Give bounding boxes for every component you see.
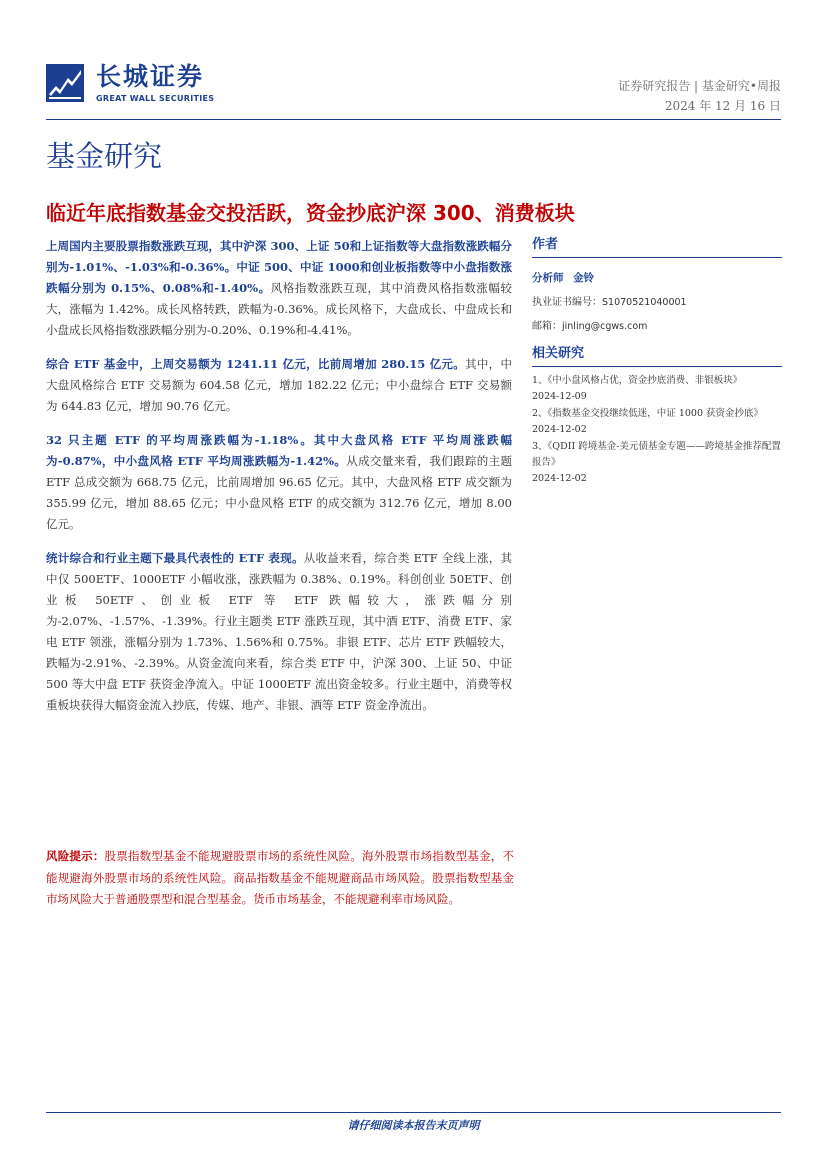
related-research-heading: 相关研究: [532, 345, 782, 367]
research-date: 2024-12-02: [532, 473, 587, 484]
email-link[interactable]: jinling@cgws.com: [562, 321, 648, 332]
risk-text: 股票指数型基金不能规避股票市场的系统性风险。海外股票市场指数型基金，不能规避海外股票市场的系统性风险。商品指数基金不能规避商品市场风险。股票指数型基金市场风险大于普通股票型和混合型基金。货币市场基金，不能规避利率市场风险。: [46, 849, 515, 906]
risk-label: 风险提示：: [46, 849, 105, 863]
license-number: S1070521040001: [602, 297, 687, 308]
research-item[interactable]: [532, 373, 782, 405]
summary-paragraph-4: [46, 548, 512, 716]
summary-body: [46, 236, 512, 729]
analyst-row: [532, 266, 782, 291]
summary-paragraph-3: [46, 430, 512, 535]
summary-paragraph-2: [46, 354, 512, 417]
report-type: 证券研究报告 | 基金研究•周报: [618, 79, 781, 93]
research-item[interactable]: [532, 406, 782, 438]
great-wall-logo-icon: [46, 64, 84, 102]
analyst-name: 金铃: [573, 272, 595, 284]
header-divider: [46, 119, 781, 120]
report-date: 2024 年 12 月 16 日: [664, 99, 781, 113]
author-heading: 作者: [532, 236, 782, 258]
footer-disclaimer: 请仔细阅读本报告末页声明: [347, 1119, 480, 1132]
logo-text-cn: 长城证券: [96, 62, 205, 91]
paragraph-lead: 上周国内主要股票指数涨跌互现，其中沪深 300、上证 50和上证指数等大盘指数涨跌幅分别为-1.01%、-1.03%和-0.36%。中证 500、中证 1000和创业板指数等中小盘指数涨跌幅分别为 0.15%、0.08%和-1.40%。: [46, 239, 512, 295]
research-title: 1、《中小盘风格占优，资金抄底消费、非银板块》: [532, 375, 743, 386]
sidebar: [532, 236, 782, 488]
license-label: 执业证书编号：: [532, 297, 602, 308]
logo-text-en: GREAT WALL SECURITIES: [96, 94, 215, 103]
report-headline: 临近年底指数基金交投活跃，资金抄底沪深 300、消费板块: [46, 201, 575, 225]
risk-warning: [46, 846, 514, 911]
research-date: 2024-12-09: [532, 391, 587, 402]
document-category: 基金研究: [46, 139, 163, 173]
paragraph-text: 其中，中大盘风格综合 ETF 交易额为 604.58 亿元，增加 182.22 亿元；中小盘综合 ETF 交易额为 644.83 亿元，增加 90.76 亿元。: [46, 357, 512, 413]
paragraph-text: 从收益来看，综合类 ETF 全线上涨，其中仅 500ETF、1000ETF 小幅收涨，涨跌幅为 0.38%、0.19%。科创创业 50ETF、创业板 50ETF、创业板 ETF 等 ETF 跌幅较大，涨跌幅分别为-2.07%、-1.57%、-1.39%。行业主题类 ETF 涨跌互现，其中酒 ETF、消费 ETF、家电 ETF 领涨，涨幅分别为 1.73%、1.56%和 0.75%。非银 ETF、芯片 ETF 跌幅较大，跌幅为-2.91%、-2.39%。从资金流向来看，综合类 ETF 中，沪深 300、上证 50、中证 500 等大中盘 ETF 获资金净流入。中证 1000ETF 流出资金较多。行业主题中，消费等权重板块获得大幅资金流入抄底，传媒、地产、非银、酒等 ETF 资金净流出。: [46, 551, 512, 712]
report-meta: [618, 76, 781, 116]
paragraph-lead: 综合 ETF 基金中，上周交易额为 1241.11 亿元，比前周增加 280.15 亿元。: [46, 357, 466, 371]
summary-paragraph-1: [46, 236, 512, 341]
email-label: 邮箱：: [532, 321, 562, 332]
paragraph-lead: 32 只主题 ETF 的平均周涨跌幅为-1.18%。其中大盘风格 ETF 平均周涨跌幅为-0.87%，中小盘风格 ETF 平均周涨跌幅为-1.42%。: [46, 433, 512, 468]
related-research-list: [532, 373, 782, 487]
footer-divider: [46, 1112, 781, 1113]
paragraph-text: 风格指数涨跌互现，其中消费风格指数涨幅较大，涨幅为 1.42%。成长风格转跌，跌幅为-0.36%。成长风格下，大盘成长、中盘成长和小盘成长风格指数涨跌幅分别为-0.20%、0.19%和-4.41%。: [46, 281, 512, 337]
paragraph-text: 从成交量来看，我们跟踪的主题 ETF 总成交额为 668.75 亿元，比前周增加 96.65 亿元。其中，大盘风格 ETF 成交额为 355.99 亿元，增加 88.65 亿元；中小盘风格 ETF 的成交额为 312.76 亿元，增加 8.00 亿元。: [46, 454, 512, 531]
paragraph-lead: 统计综合和行业主题下最具代表性的 ETF 表现。: [46, 551, 304, 565]
research-item[interactable]: [532, 439, 782, 487]
author-block: [532, 266, 782, 339]
research-title: 2、《指数基金交投继续低迷，中证 1000 获资金抄底》: [532, 408, 764, 419]
research-title: 3、《QDII 跨境基金-美元债基金专题——跨境基金推荐配置报告》: [532, 441, 781, 468]
analyst-label: 分析师: [532, 272, 564, 284]
research-date: 2024-12-02: [532, 424, 587, 435]
email-row: [532, 315, 782, 339]
company-logo: [46, 62, 246, 106]
license-row: [532, 291, 782, 315]
